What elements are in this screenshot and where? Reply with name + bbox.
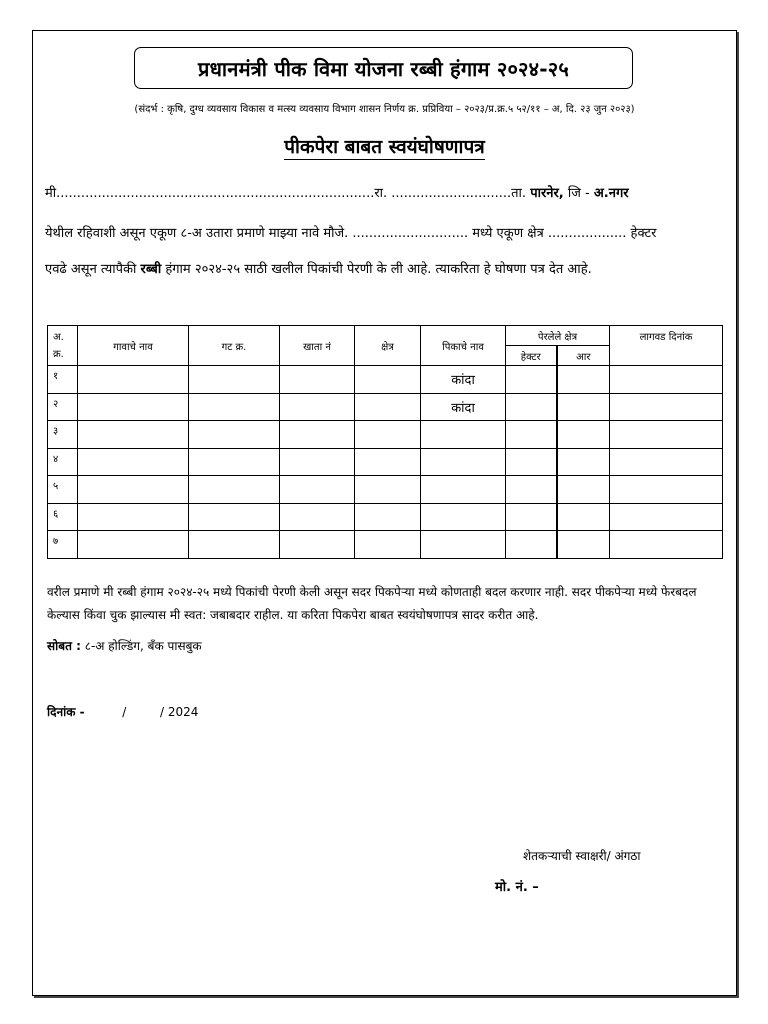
table-row (48, 476, 723, 504)
date-cell (610, 421, 723, 449)
hectare-cell (506, 476, 557, 504)
village-cell (78, 366, 189, 394)
date-cell (610, 366, 723, 394)
are-cell (557, 421, 610, 449)
date-cell (610, 531, 723, 559)
date-separator-2: / (159, 705, 165, 719)
residence-field: रा. ............................. (374, 186, 512, 201)
crop-cell (421, 476, 506, 504)
hectare-cell (506, 448, 557, 476)
account-cell (280, 421, 355, 449)
row-serial: ५ (48, 476, 78, 504)
group-cell (189, 531, 280, 559)
crop-cell (421, 448, 506, 476)
table-row (48, 366, 723, 394)
row-serial: ७ (48, 531, 78, 559)
are-cell (557, 476, 610, 504)
enclosure-line (47, 637, 202, 654)
row-serial: ३ (48, 421, 78, 449)
form-title: प्रधानमंत्री पीक विमा योजना रब्बी हंगाम २०२४-२५ (134, 47, 633, 89)
crop-cell (421, 531, 506, 559)
area-cell (355, 393, 421, 421)
crop-cell (421, 503, 506, 531)
crop-cell: कांदा (421, 366, 506, 394)
hectare-cell (506, 531, 557, 559)
district-value: अ.नगर (593, 186, 629, 201)
hectare-cell (506, 366, 557, 394)
date-cell (610, 503, 723, 531)
area-cell (355, 531, 421, 559)
crop-cell: कांदा (421, 393, 506, 421)
group-cell (189, 476, 280, 504)
group-cell (189, 366, 280, 394)
table-row (48, 393, 723, 421)
row-serial: ४ (48, 448, 78, 476)
season-line (45, 259, 592, 277)
form-subtitle-text: पीकपेरा बाबत स्वयंघोषणापत्र (284, 136, 485, 158)
group-cell (189, 393, 280, 421)
account-cell (280, 476, 355, 504)
date-cell (610, 448, 723, 476)
header-area: क्षेत्र (355, 326, 421, 366)
hectare-cell (506, 503, 557, 531)
season-line-before: एवढे असून त्यापैकी (45, 262, 137, 277)
header-village: गावाचे नाव (78, 326, 189, 366)
are-cell (557, 531, 610, 559)
farmer-signature: शेतकऱ्याची स्वाक्षरी/ अंगठा (523, 849, 641, 863)
header-group-no: गट क्र. (189, 326, 280, 366)
area-cell (355, 448, 421, 476)
enclosure-label: सोबत : (47, 639, 81, 653)
group-cell (189, 448, 280, 476)
village-cell (78, 448, 189, 476)
village-cell (78, 503, 189, 531)
date-label: दिनांक - (47, 705, 85, 719)
are-cell (557, 448, 610, 476)
header-sown-area: पेरलेले क्षेत्र (506, 326, 610, 346)
taluka-value: पारनेर, (530, 186, 564, 201)
are-cell (557, 393, 610, 421)
land-holding-line: येथील रहिवाशी असून एकूण ८-अ उतारा प्रमाणे माझ्या नावे मौजे. ............................ मध्ये एकूण क्षेत्र ................... हेक्टर (45, 226, 657, 241)
date-line (47, 703, 198, 720)
form-subtitle (33, 133, 736, 159)
date-year: 2024 (167, 705, 199, 719)
are-cell (557, 366, 610, 394)
table-row (48, 503, 723, 531)
area-cell (355, 503, 421, 531)
declaration-paragraph: वरील प्रमाणे मी रब्बी हंगाम २०२४-२५ मध्ये पिकांची पेरणी केली असून सदर पिकपेऱ्या मध्ये कोणताही बदल करणार नाही. सदर पीकपेऱ्या मध्ये फेरबदल केल्यास किंवा चुक झाल्यास मी स्वत: जबाबदार राहील. या करिता पिकपेरा बाबत स्वयंघोषणापत्र सादर करीत आहे. (47, 585, 697, 622)
crop-cell (421, 421, 506, 449)
area-cell (355, 476, 421, 504)
taluka-label: ता. (511, 186, 527, 201)
account-cell (280, 366, 355, 394)
header-are: आर (557, 346, 610, 366)
hectare-cell (506, 393, 557, 421)
village-cell (78, 393, 189, 421)
declaration-form (32, 30, 737, 996)
table-row (48, 531, 723, 559)
account-cell (280, 393, 355, 421)
area-cell (355, 366, 421, 394)
group-cell (189, 421, 280, 449)
table-row (48, 448, 723, 476)
applicant-line (45, 183, 629, 201)
account-cell (280, 448, 355, 476)
date-cell (610, 393, 723, 421)
mobile-number: मो. नं. – (495, 880, 539, 895)
header-account-no: खाता नं (280, 326, 355, 366)
hectare-cell (506, 421, 557, 449)
account-cell (280, 503, 355, 531)
row-serial: १ (48, 366, 78, 394)
district-label: जि - (567, 186, 590, 201)
group-cell (189, 503, 280, 531)
area-cell (355, 421, 421, 449)
crop-table (47, 325, 723, 559)
applicant-name-field: मी............................................................................. (45, 186, 375, 201)
account-cell (280, 531, 355, 559)
header-sowing-date: लागवड दिनांक (610, 326, 723, 366)
enclosure-value: ८-अ होल्डिंग, बँक पासबुक (84, 639, 202, 653)
village-cell (78, 476, 189, 504)
row-serial: ६ (48, 503, 78, 531)
season-name: रब्बी (140, 262, 162, 277)
village-cell (78, 421, 189, 449)
are-cell (557, 503, 610, 531)
date-cell (610, 476, 723, 504)
header-crop: पिकाचे नाव (421, 326, 506, 366)
header-serial: अ. क्र. (48, 326, 78, 366)
header-hectare: हेक्टर (506, 346, 557, 366)
season-line-after: हंगाम २०२४-२५ साठी खलील पिकांची पेरणी के ली आहे. त्याकरिता हे घोषणा पत्र देत आहे. (165, 262, 592, 277)
government-reference: (संदर्भ : कृषि, दुग्ध व्यवसाय विकास व मत्स्य व्यवसाय विभाग शासन निर्णय क्र. प्रप्रिविया – २०२३/प्र.क्र.५ ५२/११ – अ, दि. २३ जुन २०२३) (134, 104, 635, 115)
date-separator-1: / (122, 705, 127, 719)
village-cell (78, 531, 189, 559)
row-serial: २ (48, 393, 78, 421)
table-row (48, 421, 723, 449)
